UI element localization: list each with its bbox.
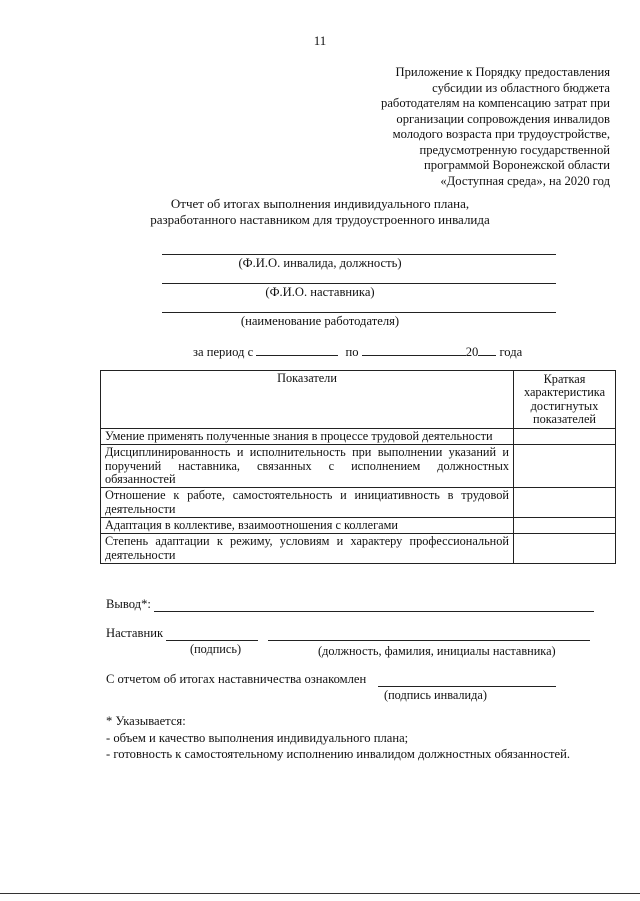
- indicator-cell: Адаптация в коллективе, взаимоотношения с коллегами: [101, 517, 514, 533]
- footnote: [106, 713, 570, 763]
- conclusion-label: Вывод*:: [106, 597, 151, 611]
- table-row: [101, 534, 616, 564]
- conclusion-fill-line[interactable]: [154, 611, 594, 612]
- table-header-row: [101, 371, 616, 429]
- title-line-1: Отчет об итогах выполнения индивидуального плана,: [170, 196, 470, 211]
- indicator-cell: Дисциплинированность и исполнительность при выполнении указаний и поручений наставника, связанных с исполнением должностных обязанностей: [101, 445, 514, 488]
- period-year-prefix: 20: [465, 345, 479, 359]
- footnote-heading: * Указывается:: [106, 714, 186, 728]
- appendix-note: [350, 65, 610, 189]
- title-line-2: разработанного наставником для трудоустроенного инвалида: [150, 211, 490, 227]
- acknowledged-label: С отчетом об итогах наставничества ознакомлен: [106, 672, 367, 686]
- period-row: [193, 343, 522, 360]
- indicator-cell: Отношение к работе, самостоятельность и инициативность в трудовой деятельности: [101, 488, 514, 518]
- characteristic-cell[interactable]: [514, 488, 616, 518]
- period-year-field[interactable]: [478, 343, 496, 356]
- appendix-line: Приложение к Порядку предоставления: [395, 65, 610, 79]
- period-middle: по: [345, 345, 359, 359]
- document-title: [0, 196, 640, 227]
- appendix-line: субсидии из областного бюджета: [432, 80, 610, 95]
- table-row: [101, 429, 616, 445]
- appendix-line: «Доступная среда», на 2020 год: [440, 173, 610, 188]
- period-prefix: за период с: [193, 345, 254, 359]
- table-row: [101, 517, 616, 533]
- footnote-item: - готовность к самостоятельному исполнению инвалидом должностных обязанностей.: [106, 747, 570, 761]
- indicator-cell: Умение применять полученные знания в процессе трудовой деятельности: [101, 429, 514, 445]
- appendix-line: организации сопровождения инвалидов: [396, 111, 610, 126]
- table-row: [101, 488, 616, 518]
- disabled-signature-line[interactable]: [378, 686, 556, 687]
- appendix-line: молодого возраста при трудоустройстве,: [392, 127, 610, 141]
- indicators-table: [100, 370, 616, 564]
- footnote-item: - объем и качество выполнения индивидуального плана;: [106, 730, 409, 745]
- mentor-details-line[interactable]: [268, 640, 590, 641]
- characteristic-cell[interactable]: [514, 429, 616, 445]
- period-end-field[interactable]: [362, 343, 466, 356]
- mentor-label: Наставник: [106, 626, 164, 640]
- period-start-field[interactable]: [256, 343, 338, 356]
- disabled-person-caption: (Ф.И.О. инвалида, должность): [238, 256, 402, 270]
- characteristic-cell[interactable]: [514, 445, 616, 488]
- period-suffix: года: [499, 345, 523, 359]
- mentor-details-caption: (должность, фамилия, инициалы наставника): [318, 644, 556, 658]
- disabled-signature-caption: (подпись инвалида): [384, 688, 487, 702]
- employer-caption: (наименование работодателя): [240, 314, 400, 328]
- characteristic-cell[interactable]: [514, 517, 616, 533]
- table-row: [101, 445, 616, 488]
- appendix-line: программой Воронежской области: [424, 158, 610, 172]
- disabled-person-fill-line[interactable]: [162, 254, 556, 255]
- characteristic-cell[interactable]: [514, 534, 616, 564]
- page-number: 11: [313, 33, 327, 48]
- header-indicators: Показатели: [101, 371, 514, 429]
- mentor-signature-line[interactable]: [166, 640, 258, 641]
- appendix-line: предусмотренную государственной: [419, 142, 610, 157]
- mentor-caption: (Ф.И.О. наставника): [265, 285, 375, 299]
- page-bottom-rule: [0, 893, 640, 894]
- signature-caption: (подпись): [190, 642, 242, 656]
- appendix-line: работодателям на компенсацию затрат при: [381, 96, 610, 110]
- header-brief-characteristic: Краткая характеристика достигнутых показателей: [514, 371, 616, 429]
- employer-fill-line[interactable]: [162, 312, 556, 313]
- indicator-cell: Степень адаптации к режиму, условиям и характеру профессиональной деятельности: [101, 534, 514, 564]
- mentor-fill-line[interactable]: [162, 283, 556, 284]
